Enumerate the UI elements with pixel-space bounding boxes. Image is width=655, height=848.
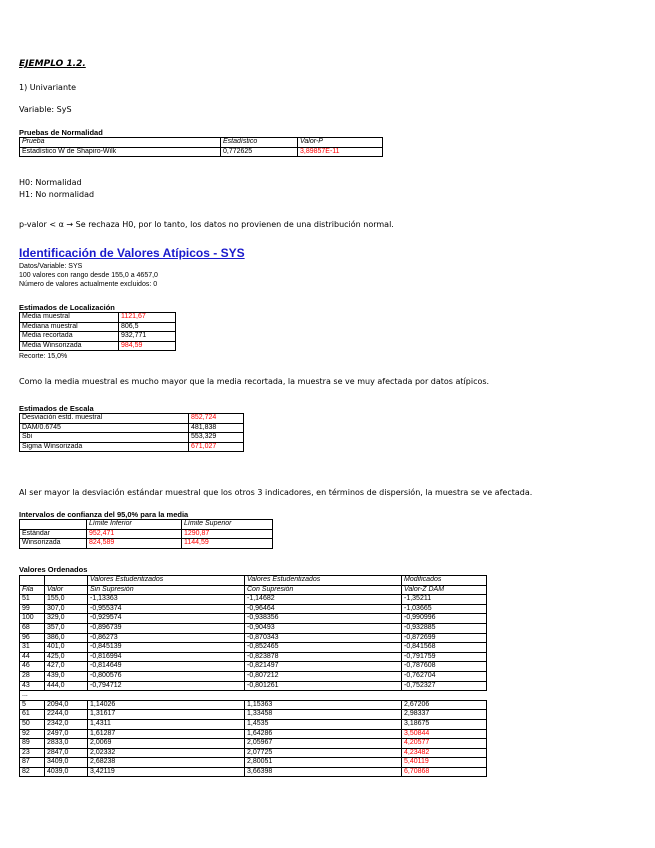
cell: 1,4535 [245, 719, 402, 729]
cell: 553,329 [189, 433, 244, 443]
table-row [20, 748, 487, 758]
cell: 4,20577 [402, 739, 487, 749]
cell: 44 [20, 652, 45, 662]
cell: 1,61287 [88, 729, 245, 739]
cell: 2342,0 [45, 719, 88, 729]
ellipsis-row [20, 691, 487, 701]
cell: -0,807212 [245, 671, 402, 681]
outliers-heading-link[interactable]: Identificación de Valores Atípicos - SYS [19, 246, 245, 260]
location-table [19, 312, 176, 351]
cell: 96 [20, 633, 45, 643]
cell: 2,02332 [88, 748, 245, 758]
example-title: EJEMPLO 1.2. [19, 59, 86, 69]
cell: -0,955374 [88, 604, 245, 614]
header-cell: Límite Inferior [87, 520, 182, 530]
cell: 92 [20, 729, 45, 739]
table-row [20, 700, 487, 710]
section-univariate: 1) Univariante [19, 83, 77, 92]
table-row [20, 729, 487, 739]
cell: 3,42119 [88, 767, 245, 777]
cell: 852,724 [189, 414, 244, 424]
cell: 46 [20, 662, 45, 672]
table-row [20, 681, 487, 691]
cell: 43 [20, 681, 45, 691]
cell: 357,0 [45, 623, 88, 633]
cell: -0,872699 [402, 633, 487, 643]
cell: -0,990996 [402, 614, 487, 624]
cell: Media recortada [20, 332, 119, 342]
header-cell: Modificados [402, 576, 487, 586]
table-row [20, 604, 487, 614]
cell: 87 [20, 758, 45, 768]
table-row [20, 442, 244, 452]
cell: -0,845139 [88, 643, 245, 653]
header-cell: Con Supresión [245, 585, 402, 595]
table-row [20, 433, 244, 443]
table-row [20, 423, 244, 433]
cell: 2,0069 [88, 739, 245, 749]
cell: -0,86273 [88, 633, 245, 643]
cell: 2847,0 [45, 748, 88, 758]
table-row [20, 633, 487, 643]
confidence-heading: Intervalos de confianza del 95,0% para la media [19, 510, 189, 519]
cell: 425,0 [45, 652, 88, 662]
cell: -1,14682 [245, 595, 402, 605]
location-conclusion: Como la media muestral es mucho mayor que la media recortada, la muestra se ve muy afectada por datos atípicos. [19, 377, 490, 386]
cell: 932,771 [119, 332, 176, 342]
cell: 51 [20, 595, 45, 605]
cell: Media Winsorizada [20, 341, 119, 351]
normality-table [19, 137, 383, 157]
cell: 2094,0 [45, 700, 88, 710]
cell: 386,0 [45, 633, 88, 643]
cell: -1,03665 [402, 604, 487, 614]
cell: 6,70868 [402, 767, 487, 777]
cell: Media muestral [20, 313, 119, 323]
cell: 100 [20, 614, 45, 624]
header-cell: Límite Superior [182, 520, 273, 530]
table-header-row [20, 138, 383, 148]
cell: -0,870343 [245, 633, 402, 643]
cell: Sbi [20, 433, 189, 443]
table-header-row [20, 576, 487, 586]
cell: -0,762704 [402, 671, 487, 681]
table-row [20, 710, 487, 720]
cell: -0,823878 [245, 652, 402, 662]
cell: 5 [20, 700, 45, 710]
table-row [20, 652, 487, 662]
cell: 4,23482 [402, 748, 487, 758]
table-row [20, 341, 176, 351]
header-cell [45, 576, 88, 586]
cell: 2,05967 [245, 739, 402, 749]
header-cell: Valor-Z DAM [402, 585, 487, 595]
ordered-values-table [19, 575, 487, 777]
header-cell: Fila [20, 585, 45, 595]
table-row [20, 758, 487, 768]
cell: -0,938356 [245, 614, 402, 624]
cell: -0,852465 [245, 643, 402, 653]
cell: 1290,87 [182, 529, 273, 539]
cell: 307,0 [45, 604, 88, 614]
cell: -0,841568 [402, 643, 487, 653]
cell: -1,35211 [402, 595, 487, 605]
cell: 89 [20, 739, 45, 749]
ordered-heading: Valores Ordenados [19, 565, 88, 574]
cell: 4039,0 [45, 767, 88, 777]
cell: Estadístico W de Shapiro-Wilk [20, 147, 221, 157]
cell: 329,0 [45, 614, 88, 624]
table-row [20, 332, 176, 342]
cell: 3,50844 [402, 729, 487, 739]
cell: 1121,67 [119, 313, 176, 323]
cell: 1144,59 [182, 539, 273, 549]
cell: Sigma Winsorizada [20, 442, 189, 452]
cell: Desviación estd. muestral [20, 414, 189, 424]
table-row [20, 595, 487, 605]
cell: 2,80051 [245, 758, 402, 768]
cell: -0,96464 [245, 604, 402, 614]
cell: 1,15363 [245, 700, 402, 710]
header-cell: Valor [45, 585, 88, 595]
cell: -0,816994 [88, 652, 245, 662]
outliers-line-2: 100 valores con rango desde 155,0 a 4657,0 [19, 272, 158, 279]
table-row [20, 739, 487, 749]
cell: 3,66398 [245, 767, 402, 777]
cell: -0,794712 [88, 681, 245, 691]
header-cell: Sin Supresión [88, 585, 245, 595]
table-row [20, 322, 176, 332]
cell: -0,821497 [245, 662, 402, 672]
header-cell: Valores Estudentizados [245, 576, 402, 586]
cell: 806,5 [119, 322, 176, 332]
cell: -0,90493 [245, 623, 402, 633]
cell: 824,589 [87, 539, 182, 549]
scale-conclusion: Al ser mayor la desviación estándar muestral que los otros 3 indicadores, en términos de dispersión, la muestra se ve afectada. [19, 488, 533, 497]
cell: 1,4311 [88, 719, 245, 729]
table-row [20, 313, 176, 323]
cell: Winsorizada [20, 539, 87, 549]
cell: 401,0 [45, 643, 88, 653]
cell: 50 [20, 719, 45, 729]
cell: 1,64286 [245, 729, 402, 739]
cell: 1,33458 [245, 710, 402, 720]
outliers-line-1: Datos/Variable: SYS [19, 263, 83, 270]
cell: 1,14026 [88, 700, 245, 710]
header-cell: Valor-P [298, 138, 383, 148]
variable-line: Variable: SyS [19, 105, 72, 114]
cell: DAM/0.6745 [20, 423, 189, 433]
cell: 984,59 [119, 341, 176, 351]
cell: 61 [20, 710, 45, 720]
cell: 481,838 [189, 423, 244, 433]
normality-conclusion: p-valor < α → Se rechaza H0, por lo tanto, los datos no provienen de una distribución normal. [19, 220, 394, 229]
cell: 31 [20, 643, 45, 653]
header-cell [20, 576, 45, 586]
cell: 3409,0 [45, 758, 88, 768]
cell: 444,0 [45, 681, 88, 691]
cell: 23 [20, 748, 45, 758]
h1-line: H1: No normalidad [19, 190, 95, 199]
normality-heading: Pruebas de Normalidad [19, 128, 103, 137]
header-cell: Estadístico [221, 138, 298, 148]
cell: -0,800576 [88, 671, 245, 681]
table-row [20, 719, 487, 729]
table-row [20, 643, 487, 653]
cell: 427,0 [45, 662, 88, 672]
cell: 155,0 [45, 595, 88, 605]
ellipsis-cell: ... [20, 691, 487, 701]
scale-table [19, 413, 244, 452]
confidence-table [19, 519, 273, 549]
table-header-row [20, 585, 487, 595]
cell: -0,752327 [402, 681, 487, 691]
table-header-row [20, 520, 273, 530]
cell: 2,67206 [402, 700, 487, 710]
cell: 2244,0 [45, 710, 88, 720]
cell: 82 [20, 767, 45, 777]
cell: -0,791759 [402, 652, 487, 662]
cell: 2,98337 [402, 710, 487, 720]
cell: -0,929574 [88, 614, 245, 624]
cell: -0,801261 [245, 681, 402, 691]
header-cell [20, 520, 87, 530]
cell: 2,07725 [245, 748, 402, 758]
location-heading: Estimados de Localización [19, 303, 115, 312]
cell: -0,932885 [402, 623, 487, 633]
table-row [20, 414, 244, 424]
cell: -0,787608 [402, 662, 487, 672]
header-cell: Prueba [20, 138, 221, 148]
cell: 439,0 [45, 671, 88, 681]
table-row [20, 539, 273, 549]
scale-heading: Estimados de Escala [19, 404, 94, 413]
cell: 2497,0 [45, 729, 88, 739]
table-row [20, 671, 487, 681]
cell: Mediana muestral [20, 322, 119, 332]
cell: 99 [20, 604, 45, 614]
cell: -1,13363 [88, 595, 245, 605]
cell: 0,772625 [221, 147, 298, 157]
table-row [20, 614, 487, 624]
header-cell: Valores Estudentizados [88, 576, 245, 586]
cell: 2833,0 [45, 739, 88, 749]
table-row [20, 767, 487, 777]
cell: 5,40119 [402, 758, 487, 768]
cell: 671,027 [189, 442, 244, 452]
cell: 1,31617 [88, 710, 245, 720]
trim-note: Recorte: 15,0% [19, 353, 68, 360]
table-row [20, 662, 487, 672]
cell: 952,471 [87, 529, 182, 539]
cell: 68 [20, 623, 45, 633]
h0-line: H0: Normalidad [19, 178, 82, 187]
cell: -0,896739 [88, 623, 245, 633]
cell: -0,814649 [88, 662, 245, 672]
cell: Estándar [20, 529, 87, 539]
table-row [20, 529, 273, 539]
cell: 2,68238 [88, 758, 245, 768]
table-row [20, 147, 383, 157]
cell: 3,18675 [402, 719, 487, 729]
outliers-line-3: Número de valores actualmente excluidos: 0 [19, 281, 158, 288]
table-row [20, 623, 487, 633]
cell: 28 [20, 671, 45, 681]
p-value-cell: 3,89857E-11 [298, 147, 383, 157]
